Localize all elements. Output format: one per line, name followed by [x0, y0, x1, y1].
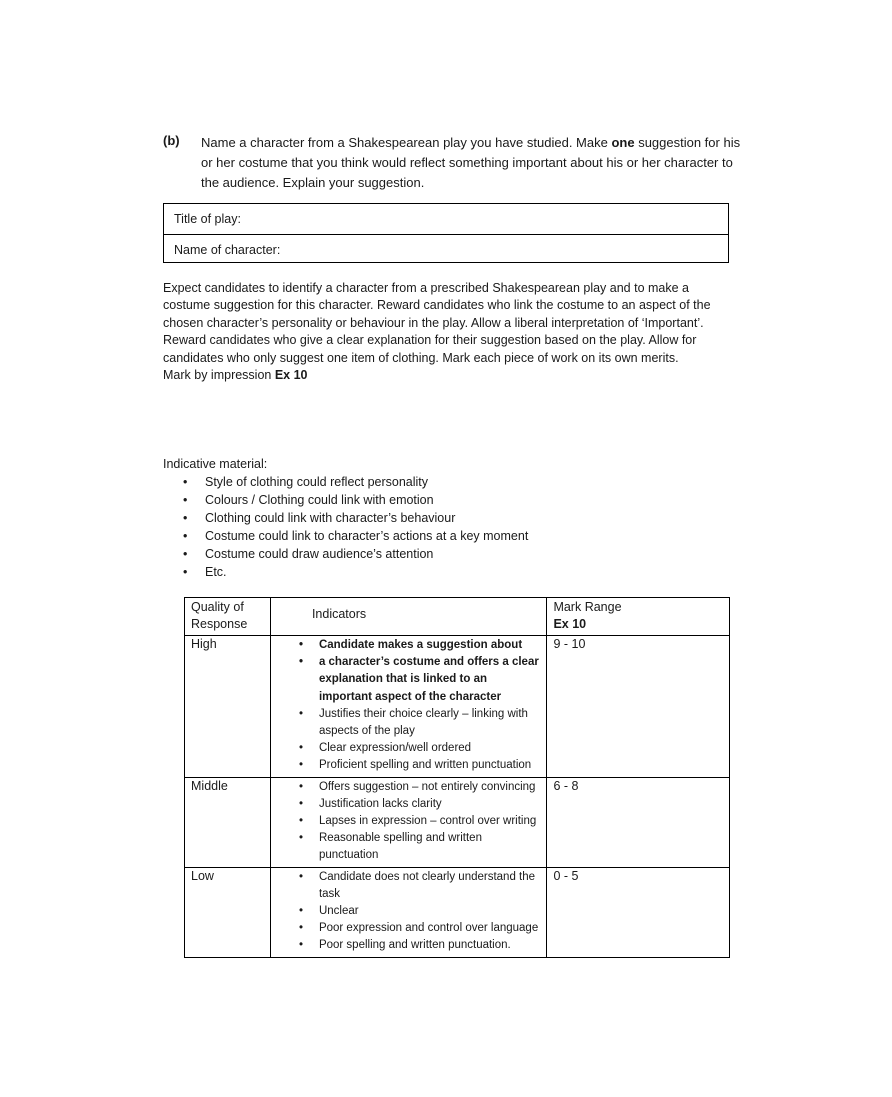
question-text: [201, 133, 741, 193]
list-item: • Poor expression and control over language: [319, 920, 541, 937]
indicative-heading: Indicative material:: [163, 457, 268, 471]
list-item: • Clothing could link with character’s behaviour: [205, 509, 729, 527]
quality-cell: Low: [185, 867, 271, 957]
list-item: • Justifies their choice clearly – linking with aspects of the play: [319, 706, 541, 740]
indicator-list: [277, 779, 541, 865]
mark-range-cell: 6 - 8: [547, 777, 730, 867]
header-mark-range: [547, 598, 730, 636]
list-item: • Etc.: [205, 563, 729, 581]
question-text-part1: Name a character from a Shakespearean play you have studied. Make: [201, 135, 612, 150]
list-item: • Candidate does not clearly understand the task: [319, 869, 541, 903]
mark-prefix: Mark by impression: [163, 368, 275, 383]
name-of-character-field[interactable]: [164, 234, 728, 264]
assessment-grid: [184, 597, 730, 958]
list-item: • Reasonable spelling and written punctuation: [319, 830, 541, 864]
indicator-list: [277, 869, 541, 955]
list-item: • Lapses in expression – control over writing: [319, 813, 541, 830]
list-item: • Clear expression/well ordered: [319, 740, 541, 757]
question-text-part2: suggestion for his or her costume that you think would reflect something important about his or her character to the audience. Explain your suggestion.: [201, 135, 741, 190]
table-header-row: [185, 598, 730, 636]
list-item: • Unclear: [319, 903, 541, 920]
quality-cell: High: [185, 636, 271, 778]
table-row: [185, 636, 730, 778]
mark-range-label: Mark Range: [553, 600, 622, 614]
list-item: • Justification lacks clarity: [319, 796, 541, 813]
mark-range-max: Ex 10: [553, 617, 587, 631]
indicators-cell: [270, 636, 547, 778]
mark-range-cell: 0 - 5: [547, 867, 730, 957]
header-indicators: Indicators: [270, 598, 547, 636]
indicative-list: [163, 473, 729, 581]
indicators-cell: [270, 867, 547, 957]
list-item: • Costume could link to character’s actions at a key moment: [205, 527, 729, 545]
list-item: • Proficient spelling and written punctuation: [319, 757, 541, 774]
table-row: [185, 777, 730, 867]
title-of-play-label: Title of play:: [174, 212, 241, 226]
answer-info-box: [163, 203, 729, 263]
indicators-cell: [270, 777, 547, 867]
list-item: • Style of clothing could reflect personality: [205, 473, 729, 491]
title-of-play-field[interactable]: [164, 204, 728, 234]
marking-guidance: [163, 280, 729, 384]
quality-cell: Middle: [185, 777, 271, 867]
guidance-paragraph: Expect candidates to identify a character from a prescribed Shakespearean play and to make a costume suggestion for this character. Reward candidates who link the costume to an aspect of the chosen character’s personality or behaviour in the play. Allow a liberal interpretation of ‘Important’. Reward candidates who give a clear explanation for their suggestion based on the play. Allow for candidates who only suggest one item of clothing. Mark each piece of work on its own merits.: [163, 281, 711, 365]
mark-range-cell: 9 - 10: [547, 636, 730, 778]
header-quality: Quality of Response: [185, 598, 271, 636]
list-item: • Candidate makes a suggestion about: [319, 637, 541, 654]
mark-by-impression: [163, 367, 729, 384]
list-item: • Costume could draw audience’s attention: [205, 545, 729, 563]
list-item: • Poor spelling and written punctuation.: [319, 937, 541, 954]
question-label: (b): [163, 133, 180, 148]
indicator-list: [277, 637, 541, 775]
list-item: • a character’s costume and offers a clear explanation that is linked to an important aspect of the character: [319, 654, 541, 706]
list-item: • Offers suggestion – not entirely convincing: [319, 779, 541, 796]
table-row: [185, 867, 730, 957]
mark-total: Ex 10: [274, 368, 308, 383]
list-item: • Colours / Clothing could link with emotion: [205, 491, 729, 509]
indicative-material: [163, 455, 729, 581]
question-text-bold: one: [611, 135, 635, 150]
name-of-character-label: Name of character:: [174, 243, 281, 257]
